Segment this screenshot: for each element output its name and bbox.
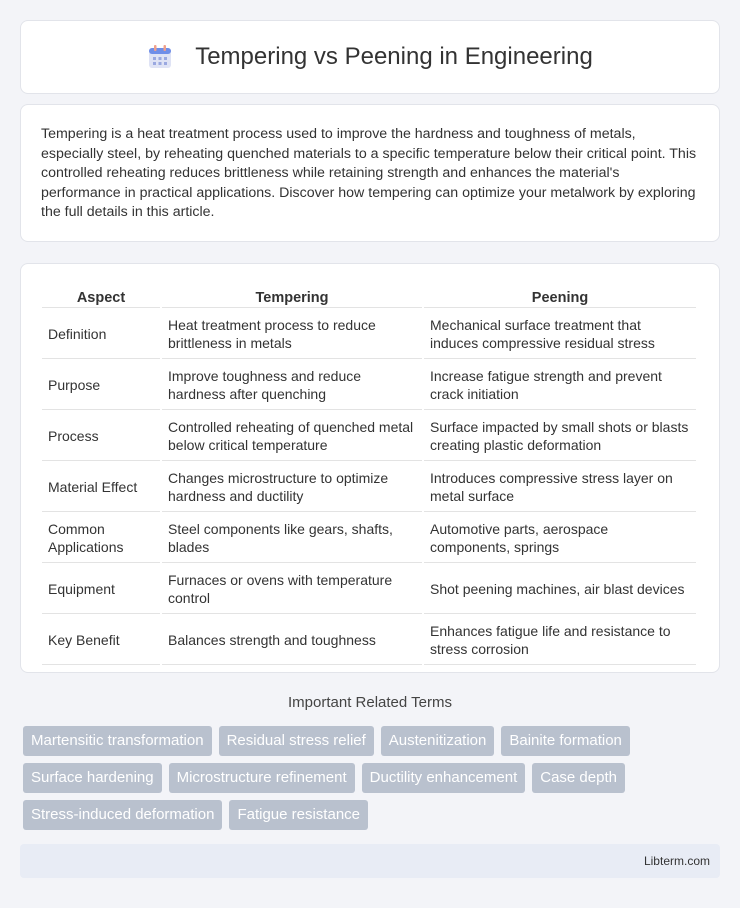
- table-cell: Surface impacted by small shots or blasts creating plastic deformation: [424, 412, 696, 461]
- table-cell: Purpose: [42, 361, 160, 410]
- table-cell: Material Effect: [42, 463, 160, 512]
- comparison-table-card: [20, 263, 720, 673]
- table-cell: Increase fatigue strength and prevent crack initiation: [424, 361, 696, 410]
- intro-card: [20, 104, 720, 242]
- table-row: [42, 565, 696, 614]
- table-cell: Definition: [42, 310, 160, 359]
- table-cell: Mechanical surface treatment that induces compressive residual stress: [424, 310, 696, 359]
- table-row: [42, 514, 696, 563]
- table-cell: Automotive parts, aerospace components, springs: [424, 514, 696, 563]
- intro-text: Tempering is a heat treatment process used to improve the hardness and toughness of metals, especially steel, by reheating quenched materials to a specific temperature below their critical point. This controlled reheating reduces brittleness while retaining strength and enhances the material's performance in practical applications. Discover how tempering can optimize your metalwork by exploring the full details in this article.: [41, 126, 697, 221]
- column-header-aspect: Aspect: [42, 286, 160, 308]
- table-cell: Balances strength and toughness: [162, 616, 422, 665]
- column-header-peening: Peening: [424, 286, 696, 308]
- related-terms-title: Important Related Terms: [288, 694, 452, 711]
- related-term-tag[interactable]: Fatigue resistance: [229, 800, 368, 830]
- related-term-tag[interactable]: Case depth: [532, 763, 625, 793]
- table-cell: Heat treatment process to reduce brittleness in metals: [162, 310, 422, 359]
- table-cell: Enhances fatigue life and resistance to stress corrosion: [424, 616, 696, 665]
- table-header-row: [42, 286, 696, 308]
- comparison-table: [40, 284, 698, 667]
- table-cell: Changes microstructure to optimize hardness and ductility: [162, 463, 422, 512]
- table-cell: Process: [42, 412, 160, 461]
- table-cell: Introduces compressive stress layer on metal surface: [424, 463, 696, 512]
- related-term-tag[interactable]: Martensitic transformation: [23, 726, 212, 756]
- table-cell: Equipment: [42, 565, 160, 614]
- table-cell: Key Benefit: [42, 616, 160, 665]
- related-term-tag[interactable]: Microstructure refinement: [169, 763, 355, 793]
- table-row: [42, 616, 696, 665]
- related-term-tag[interactable]: Surface hardening: [23, 763, 162, 793]
- footer-site-link[interactable]: Libterm.com: [643, 854, 710, 868]
- calendar-icon: [147, 44, 173, 70]
- footer: [20, 844, 720, 878]
- related-term-tag[interactable]: Residual stress relief: [219, 726, 374, 756]
- table-cell: Improve toughness and reduce hardness after quenching: [162, 361, 422, 410]
- table-cell: Shot peening machines, air blast devices: [424, 565, 696, 614]
- table-row: [42, 463, 696, 512]
- column-header-tempering: Tempering: [162, 286, 422, 308]
- table-cell: Controlled reheating of quenched metal below critical temperature: [162, 412, 422, 461]
- table-row: [42, 361, 696, 410]
- page-title: Tempering vs Peening in Engineering: [195, 43, 593, 70]
- table-cell: Furnaces or ovens with temperature control: [162, 565, 422, 614]
- related-term-tag[interactable]: Ductility enhancement: [362, 763, 526, 793]
- related-term-tag[interactable]: Stress-induced deformation: [23, 800, 222, 830]
- table-cell: Steel components like gears, shafts, blades: [162, 514, 422, 563]
- table-row: [42, 412, 696, 461]
- related-term-tag[interactable]: Bainite formation: [501, 726, 630, 756]
- related-terms-list: [23, 726, 723, 837]
- header-card: [20, 20, 720, 94]
- table-cell: Common Applications: [42, 514, 160, 563]
- related-term-tag[interactable]: Austenitization: [381, 726, 495, 756]
- table-row: [42, 310, 696, 359]
